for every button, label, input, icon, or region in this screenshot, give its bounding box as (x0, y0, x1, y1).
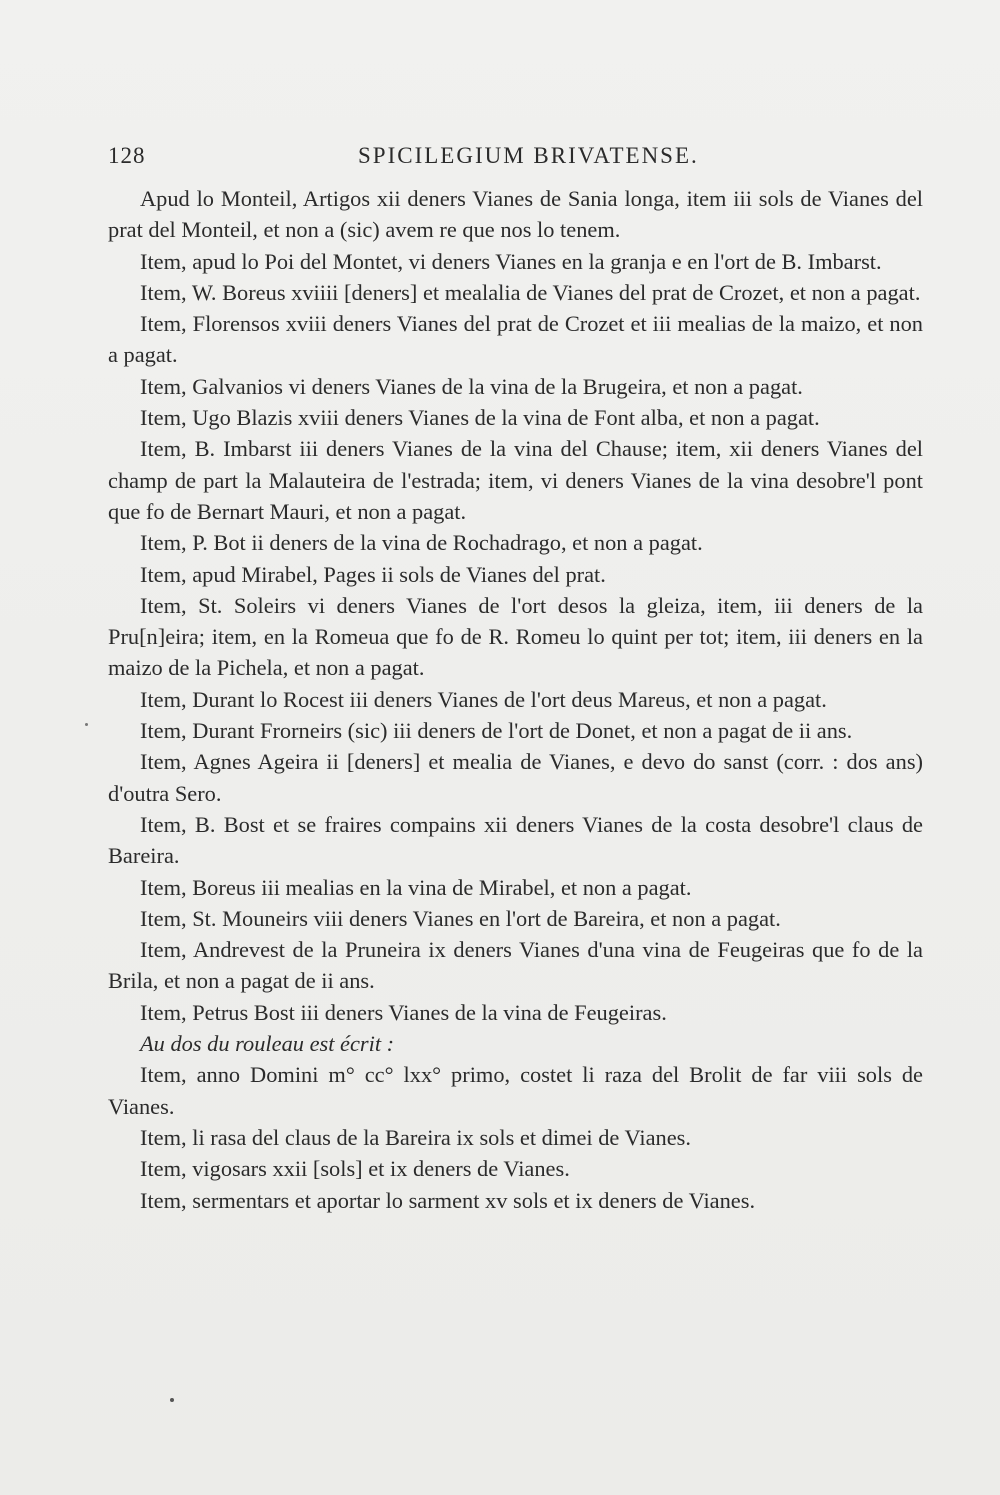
paragraph: Item, St. Soleirs vi deners Vianes de l'ort desos la gleiza, item, iii deners de la Pru[n]eira; item, en la Romeua que fo de R. Romeu lo quint per tot; item, iii deners en la maizo de la Pichela, et non a pagat. (108, 592, 923, 681)
paragraph: Item, Ugo Blazis xviii deners Vianes de la vina de Font alba, et non a pagat. (140, 405, 820, 431)
section-note: Au dos du rouleau est écrit : (140, 1031, 395, 1057)
paragraph: Item, Durant Frorneirs (sic) iii deners de l'ort de Donet, et non a pagat de ii ans. (140, 718, 853, 744)
running-title: SPICILEGIUM BRIVATENSE. (358, 143, 699, 168)
paragraph: Item, St. Mouneirs viii deners Vianes en l'ort de Bareira, et non a pagat. (140, 905, 781, 931)
paragraph: Item, P. Bot ii deners de la vina de Rochadrago, et non a pagat. (140, 530, 703, 556)
paragraph: Item, Florensos xviii deners Vianes del prat de Crozet et iii mealias de la maizo, et non a pagat. (108, 311, 923, 368)
paragraph: Item, li rasa del claus de la Bareira ix sols et dimei de Vianes. (140, 1124, 691, 1150)
paragraph: Item, apud lo Poi del Montet, vi deners Vianes en la granja e en l'ort de B. Imbarst. (140, 248, 882, 274)
paragraph: Item, W. Boreus xviiii [deners] et mealalia de Vianes del prat de Crozet, et non a pagat. (140, 279, 921, 305)
paragraph: Item, sermentars et aportar lo sarment xv sols et ix deners de Vianes. (140, 1187, 756, 1213)
ink-speck (170, 1398, 174, 1402)
paragraph: Item, anno Domini m° cc° lxx° primo, costet li raza del Brolit de far viii sols de Vianes. (108, 1062, 923, 1119)
paragraph: Item, Agnes Ageira ii [deners] et mealia de Vianes, e devo do sanst (corr. : dos ans) d'outra Sero. (108, 749, 923, 806)
paragraph: Item, Petrus Bost iii deners Vianes de la vina de Feugeiras. (140, 999, 667, 1025)
ink-speck (85, 723, 88, 726)
page-number: 128 (108, 143, 146, 168)
paragraph: Item, Durant lo Rocest iii deners Vianes de l'ort deus Mareus, et non a pagat. (140, 686, 827, 712)
paragraph: Item, Galvanios vi deners Vianes de la vina de la Brugeira, et non a pagat. (140, 373, 803, 399)
paragraph: Item, Andrevest de la Pruneira ix deners Vianes d'una vina de Feugeiras que fo de la Brila, et non a pagat de ii ans. (108, 937, 923, 994)
body-text (108, 183, 923, 1216)
paragraph: Item, B. Imbarst iii deners Vianes de la vina del Chause; item, xii deners Vianes del champ de part la Malauteira de l'estrada; item, vi deners Vianes de la vina desobre'l pont que fo de Bernart Mauri, et non a pagat. (108, 436, 923, 524)
page-header (108, 141, 928, 175)
paragraph: Item, vigosars xxii [sols] et ix deners de Vianes. (140, 1156, 570, 1182)
paragraph: Item, apud Mirabel, Pages ii sols de Vianes del prat. (140, 561, 606, 587)
paragraph: Item, B. Bost et se fraires compains xii deners Vianes de la costa desobre'l claus de Bareira. (108, 811, 923, 869)
paragraph: Apud lo Monteil, Artigos xii deners Vianes de Sania longa, item iii sols de Vianes del prat del Monteil, et non a (sic) avem re que nos lo tenem. (108, 186, 923, 243)
paragraph: Item, Boreus iii mealias en la vina de Mirabel, et non a pagat. (140, 874, 692, 900)
